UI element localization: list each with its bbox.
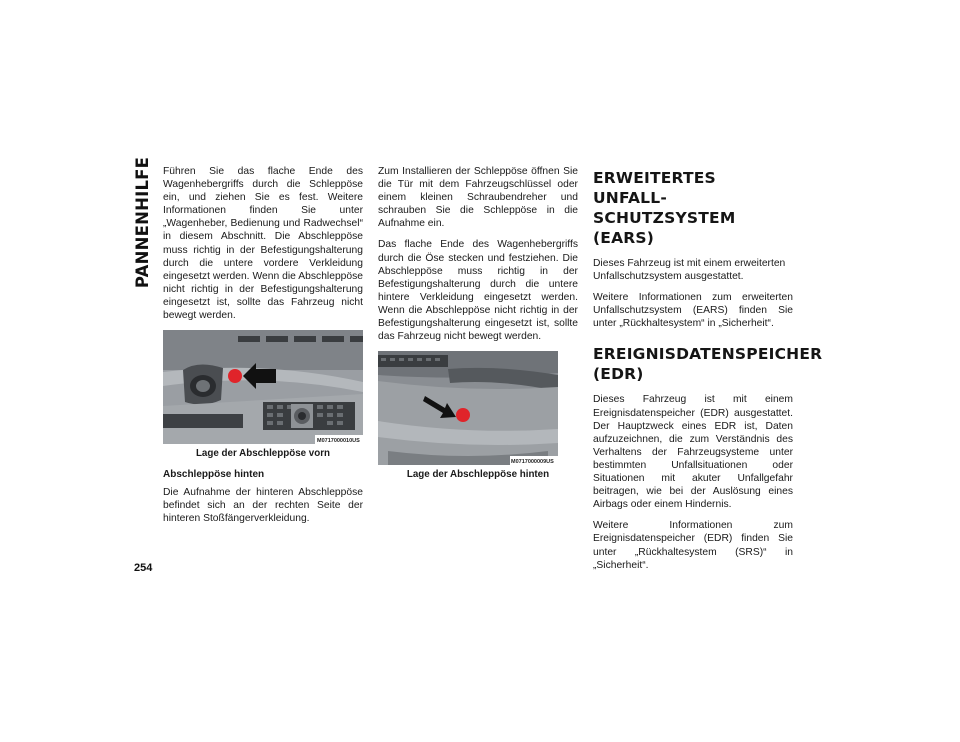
marker-dot — [228, 369, 242, 383]
column-left — [163, 165, 363, 533]
paragraph: Führen Sie das flache Ende des Wagenhebergriffs durch die Schleppöse ein, und ziehen Sie es fest. Weitere Informationen finden Sie unter „Wagenheber, Bedienung und Radwechsel“ in diesem Abschnitt. Die Abschleppöse muss richtig in der Befestigungshalterung durch die untere vordere Verkleidung eingesetzt werden. Wenn die Abschleppöse nicht richtig in der Befestigungshalterung eingesetzt ist, sollte das Fahrzeug nicht bewegt werden. — [163, 166, 363, 322]
paragraph: Dieses Fahrzeug ist mit einem erweiterten Unfallschutzsystem ausgestattet. — [593, 258, 786, 283]
paragraph: Weitere Informationen zum Ereignisdatenspeicher (EDR) finden Sie unter „Rückhaltesystem (SRS)“ in „Sicherheit“. — [593, 520, 793, 571]
paragraph: Dieses Fahrzeug ist mit einem Ereignisdatenspeicher (EDR) ausgestattet. Der Hauptzweck eines EDR ist, Daten aufzuzeichnen, die zum Verständnis des Verhaltens der Fahrzeugsysteme unter bestimmten Unfallsituationen oder Situationen mit akuter Unfallgefahr beitragen, wie bei der Auslösung eines Airbags oder einem Hindernis. — [593, 394, 793, 511]
front-tow-eye-figure — [163, 330, 363, 444]
column-middle — [378, 165, 578, 490]
paragraph: Das flache Ende des Wagenhebergriffs durch die Öse stecken und festziehen. Die Abschleppöse muss richtig in der Befestigungshalterung durch die untere hintere Verkleidung eingesetzt werden. Wenn die Abschleppöse nicht richtig in der Befestigungshalterung eingesetzt ist, sollte das Fahrzeug nicht bewegt werden. — [378, 239, 578, 343]
paragraph: Zum Installieren der Schleppöse öffnen Sie die Tür mit dem Fahrzeugschlüssel oder einem kleinen Schraubendreher und schrauben Sie die Schleppöse in die Aufnahme ein. — [378, 166, 578, 230]
figure-code: M0717000010US — [317, 438, 360, 445]
section-heading: ERWEITERTES UNFALL-SCHUTZSYSTEM (EARS) — [593, 169, 736, 247]
figure-caption: Lage der Abschleppöse vorn — [195, 448, 331, 460]
section-heading: EREIGNISDATENSPEICHER (EDR) — [593, 345, 823, 384]
figure-code: M0717000009US — [511, 459, 554, 466]
subheading: Abschleppöse hinten — [163, 469, 265, 481]
figure-caption: Lage der Abschleppöse hinten — [406, 469, 550, 481]
page-number: 254 — [134, 562, 153, 574]
section-tab-label: PANNENHILFE — [133, 156, 153, 289]
paragraph: Weitere Informationen zum erweiterten Unfallschutzsystem (EARS) finden Sie unter „Rückhaltesystem“ in „Sicherheit“. — [593, 292, 793, 330]
section-tab — [133, 156, 153, 289]
column-right — [593, 165, 823, 580]
marker-dot — [456, 408, 470, 422]
paragraph: Die Aufnahme der hinteren Abschleppöse befindet sich an der rechten Seite der hinteren Stoßfängerverkleidung. — [163, 487, 363, 525]
rear-tow-eye-figure — [378, 351, 558, 465]
